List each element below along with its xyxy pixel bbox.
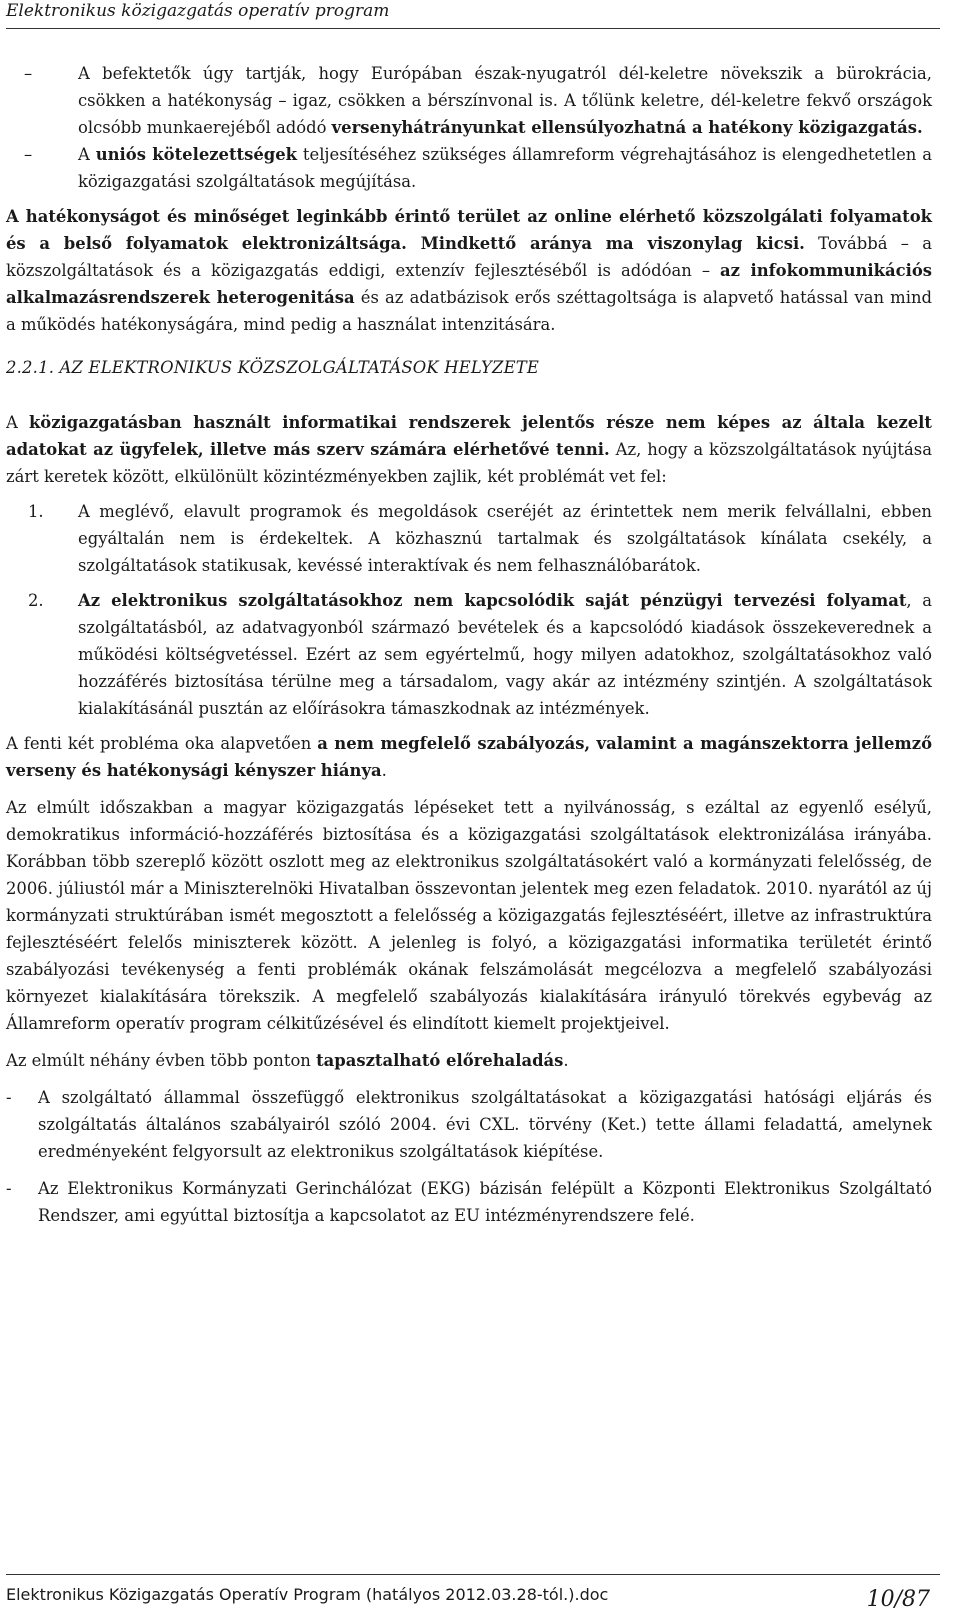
numbered-list xyxy=(6,498,932,722)
paragraph-efficiency xyxy=(6,203,932,338)
document-body xyxy=(6,60,932,1229)
bullet-item xyxy=(6,141,932,195)
para-text: Az, hogy a közszolgáltatások nyújtása zárt keretek között, elkülönült közintézményekben zajlik, két problémát vet fel: xyxy=(6,440,932,486)
item-text-bold: Az elektronikus szolgáltatásokhoz nem kapcsolódik saját pénzügyi tervezési folyamat xyxy=(78,591,907,610)
item-text: , a szolgáltatásból, az adatvagyonból származó bevételek és a kapcsolódó kiadások összekeverednek a működési költségvetéssel. Ezért az sem egyértelmű, hogy milyen adatokhoz, szolgáltatásokhoz való hozzáférés biztosítása térülne meg a társadalom, vagy akár az intézmény szintjén. A szolgáltatások kialakításánál pusztán az előírásokra támaszkodnak az intézmények. xyxy=(78,591,932,718)
para-text: Továbbá – a közszolgáltatások és a közigazgatás eddigi, extenzív fejlesztéséből is adódóan – xyxy=(6,234,932,280)
para-text-bold: A hatékonyságot és minőséget leginkább érintő terület az online elérhető közszolgálati folyamatok és a belső folyamatok elektronizáltsága. Mindkettő aránya ma viszonylag kicsi. xyxy=(6,207,932,253)
para-text-bold: közigazgatásban használt informatikai rendszerek jelentős része nem képes az általa kezelt adatokat az ügyfelek, illetve más szerv számára elérhetővé tenni. xyxy=(6,413,932,459)
bullet-item xyxy=(6,1175,932,1229)
bullet-text: A xyxy=(78,145,96,164)
para-text: . xyxy=(563,1051,569,1070)
bullet-list-bottom xyxy=(6,1084,932,1229)
para-text: A xyxy=(6,413,29,432)
section-heading: 2.2.1. AZ ELEKTRONIKUS KÖZSZOLGÁLTATÁSOK HELYZETE xyxy=(6,358,540,377)
paragraph-cause xyxy=(6,730,932,784)
bullet-text: A befektetők úgy tartják, hogy Európában észak-nyugatról dél-keletre növekszik a bürokrácia, csökken a hatékonyság – igaz, csökken a bérszínvonal is. A tőlünk keletre, dél-keletre fekvő országok olcsóbb munkaerejéből adódó xyxy=(78,64,932,137)
page-footer xyxy=(6,1574,940,1617)
bullet-item xyxy=(6,60,932,141)
bullet-text: Az Elektronikus Kormányzati Gerinchálózat (EKG) bázisán felépült a Központi Elektronikus Szolgáltató Rendszer, ami egyúttal biztosítja a kapcsolatot az EU intézményrendszere felé. xyxy=(38,1179,932,1225)
para-text: . xyxy=(381,761,387,780)
paragraph-history: Az elmúlt időszakban a magyar közigazgatás lépéseket tett a nyilvánosság, s ezáltal az egyenlő esélyű, demokratikus információ-hozzáférés biztosítása és a közigazgatási szolgáltatások elektronizálása irányába. Korábban több szereplő között oszlott meg az elektronikus szolgáltatásokért való a kormányzati felelősség, de 2006. júliustól már a Miniszterelnöki Hivatalban összevontan jelentek meg ezen feladatok. 2010. nyarától az új kormányzati struktúrában ismét megosztott a felelősség a közigazgatás fejlesztéséért, illetve az infrastruktúra fejlesztéséért felelős miniszterek között. A jelenleg is folyó, a közigazgatási informatika területét érintő szabályozási tevékenység a fenti problémák okának felszámolását megcélozva a megfelelő szabályozási környezet kialakítására törekszik. A megfelelő szabályozás kialakítására irányuló törekvés egybevág az Államreform operatív program célkitűzésével és elindított kiemelt projektjeivel. xyxy=(6,798,932,1033)
dash-marker: – xyxy=(24,64,33,83)
paragraph-intro xyxy=(6,409,932,490)
number-marker: 2. xyxy=(28,591,44,610)
bullet-text: A szolgáltató állammal összefüggő elektronikus szolgáltatásokat a közigazgatási hatósági eljárás és szolgáltatás általános szabályairól szóló 2004. évi CXL. törvény (Ket.) tette állami feladattá, amelynek eredményeként felgyorsult az elektronikus szolgáltatások kiépítése. xyxy=(38,1088,932,1161)
bullet-item xyxy=(6,1084,932,1165)
para-text: és az adatbázisok erős széttagoltsága is alapvető hatással van mind a működés hatékonyságára, mind pedig a használat intenzitására. xyxy=(6,288,933,334)
page-number: 10/87 xyxy=(866,1587,930,1612)
bullet-text-bold: versenyhátrányunkat ellensúlyozhatná a hatékony közigazgatás. xyxy=(331,118,923,137)
para-text-bold: tapasztalható előrehaladás xyxy=(316,1051,564,1070)
numbered-item xyxy=(6,587,932,722)
dash-marker: – xyxy=(24,145,33,164)
numbered-item xyxy=(6,498,932,579)
hyphen-marker: - xyxy=(6,1179,12,1198)
bullet-text: teljesítéséhez szükséges államreform végrehajtásához is elengedhetetlen a közigazgatási szolgáltatások megújítása. xyxy=(78,145,932,191)
para-text: Az elmúlt néhány évben több ponton xyxy=(6,1051,317,1070)
number-marker: 1. xyxy=(28,502,44,521)
bullet-list-top xyxy=(6,60,932,195)
footer-filename: Elektronikus Közigazgatás Operatív Program (hatályos 2012.03.28-tól.).doc xyxy=(6,1585,609,1604)
item-text: A meglévő, elavult programok és megoldások cseréjét az érintettek nem merik felvállalni, ebben egyáltalán nem is érdekeltek. A közhasznú tartalmak és szolgáltatások kínálata csekély, a szolgáltatások statikusak, kevéssé interaktívak és nem felhasználóbarátok. xyxy=(78,502,932,575)
para-text-bold: az infokommunikációs alkalmazásrendszerek heterogenitása xyxy=(6,261,932,307)
page-header xyxy=(6,0,940,29)
bullet-text-bold: uniós kötelezettségek xyxy=(95,145,298,164)
hyphen-marker: - xyxy=(6,1088,12,1107)
para-text-bold: a nem megfelelő szabályozás, valamint a magánszektorra jellemző verseny és hatékonysági kényszer hiánya xyxy=(6,734,932,780)
paragraph-progress xyxy=(6,1047,932,1074)
para-text: A fenti két probléma oka alapvetően xyxy=(6,734,318,753)
header-title: Elektronikus közigazgatás operatív program xyxy=(6,1,390,21)
